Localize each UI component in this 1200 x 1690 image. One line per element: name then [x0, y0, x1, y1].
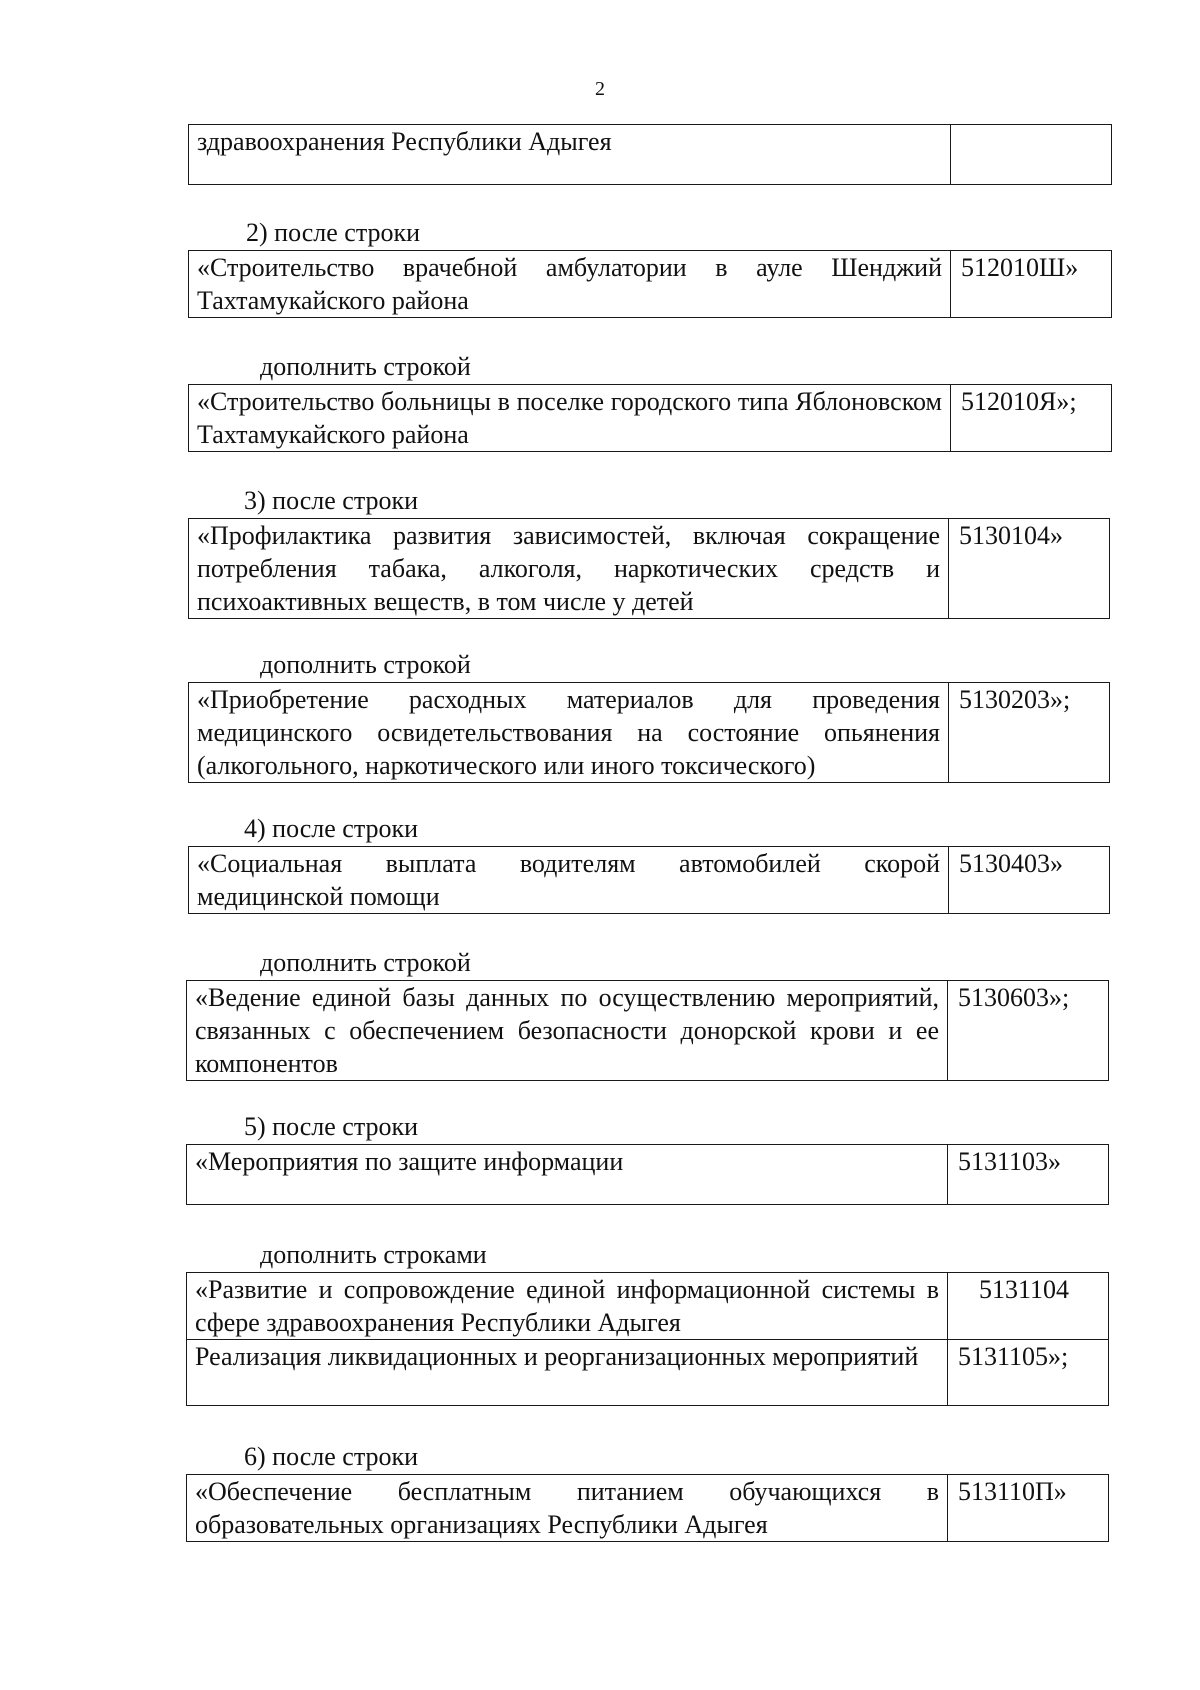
- table-continuation: [188, 124, 1112, 185]
- instruction-label: 5) после строки: [244, 1112, 419, 1141]
- row-text: «Развитие и сопровождение единой информационной системы в сфере здравоохранения Республики Адыгея: [187, 1273, 948, 1340]
- instruction-label: дополнить строками: [260, 1240, 487, 1269]
- instruction-label: дополнить строкой: [260, 352, 471, 381]
- row-text: здравоохранения Республики Адыгея: [189, 125, 951, 185]
- table-row: [189, 125, 1112, 185]
- table-row: [189, 683, 1110, 783]
- row-text: «Мероприятия по защите информации: [187, 1145, 948, 1205]
- row-text: Реализация ликвидационных и реорганизационных мероприятий: [187, 1340, 948, 1406]
- row-code: 512010Ш»: [951, 251, 1112, 318]
- row-text: «Социальная выплата водителям автомобилей скорой медицинской помощи: [189, 847, 949, 914]
- row-text: «Профилактика развития зависимостей, включая сокращение потребления табака, алкоголя, наркотических средств и психоактивных веществ, в том числе у детей: [189, 519, 949, 619]
- table-row-group: [188, 518, 1110, 619]
- table-row-group: [188, 682, 1110, 783]
- page-number: 2: [595, 78, 605, 100]
- row-code: [951, 125, 1112, 185]
- table-row-group: [186, 1474, 1109, 1542]
- row-text: «Строительство больницы в поселке городского типа Яблоновском Тахтамукайского района: [189, 385, 951, 452]
- row-code: 5131105»;: [948, 1340, 1109, 1406]
- table-row: [189, 251, 1112, 318]
- table-row-group: [188, 846, 1110, 914]
- instruction-label: 6) после строки: [244, 1442, 419, 1471]
- table-row: [189, 847, 1110, 914]
- instruction-label: 4) после строки: [244, 814, 419, 843]
- instruction-label: дополнить строкой: [260, 650, 471, 679]
- table-row-group: [186, 1144, 1109, 1205]
- table-row: [187, 1273, 1109, 1340]
- instruction-label: 3) после строки: [244, 486, 419, 515]
- row-code: 5131103»: [948, 1145, 1109, 1205]
- row-code: 512010Я»;: [951, 385, 1112, 452]
- row-text: «Обеспечение бесплатным питанием обучающихся в образовательных организациях Республики Адыгея: [187, 1475, 948, 1542]
- table-row-group: [186, 1272, 1109, 1406]
- row-text: «Строительство врачебной амбулатории в ауле Шенджий Тахтамукайского района: [189, 251, 951, 318]
- table-row-group: [188, 250, 1112, 318]
- table-row: [187, 1340, 1109, 1406]
- instruction-label: дополнить строкой: [260, 948, 471, 977]
- row-code: 5130403»: [949, 847, 1110, 914]
- row-code: 5130104»: [949, 519, 1110, 619]
- row-code: 5131104: [948, 1273, 1109, 1340]
- row-text: «Ведение единой базы данных по осуществлению мероприятий, связанных с обеспечением безопасности донорской крови и ее компонентов: [187, 981, 948, 1081]
- table-row: [189, 519, 1110, 619]
- table-row: [187, 1145, 1109, 1205]
- row-code: 5130203»;: [949, 683, 1110, 783]
- row-code: 513110П»: [948, 1475, 1109, 1542]
- table-row: [187, 981, 1109, 1081]
- table-row: [189, 385, 1112, 452]
- row-text: «Приобретение расходных материалов для проведения медицинского освидетельствования на состояние опьянения (алкогольного, наркотического или иного токсического): [189, 683, 949, 783]
- table-row: [187, 1475, 1109, 1542]
- table-row-group: [186, 980, 1109, 1081]
- instruction-label: 2) после строки: [246, 218, 421, 247]
- row-code: 5130603»;: [948, 981, 1109, 1081]
- table-row-group: [188, 384, 1112, 452]
